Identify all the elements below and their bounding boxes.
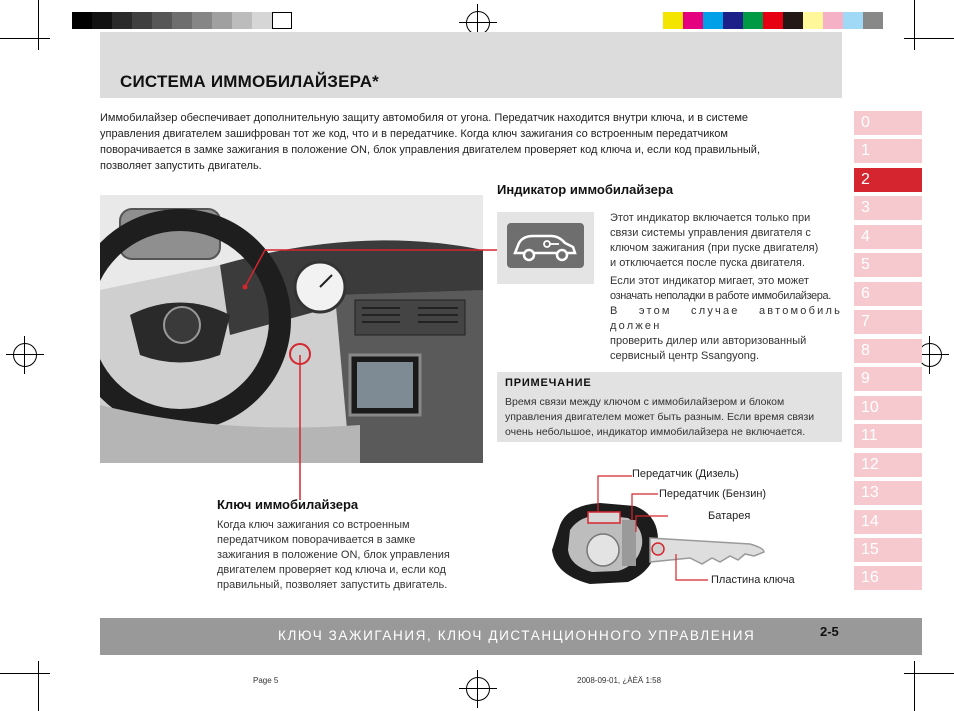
footer-title: КЛЮЧ ЗАЖИГАНИЯ, КЛЮЧ ДИСТАНЦИОННОГО УПРАВЛЕНИЯ [278,628,756,643]
chapter-tab[interactable]: 14 [854,510,922,534]
print-page-label: Page 5 [253,676,279,685]
page-number: 2-5 [820,624,839,639]
chapter-tab[interactable]: 4 [854,225,922,249]
chapter-tab[interactable]: 13 [854,481,922,505]
key-heading: Ключ иммобилайзера [217,497,359,512]
intro-line: позволяет запустить двигатель. [100,160,262,172]
chapter-tab[interactable]: 12 [854,453,922,477]
key-text: Когда ключ зажигания со встроенным передатчиком поворачивается в замке зажигания в положение ON, блок управления двигателем проверяет код ключа и, если код правильный, позволяет запустить двигатель. [217,519,450,591]
indicator-heading: Индикатор иммобилайзера [497,182,674,197]
label-petrol-transmitter: Передатчик (Бензин) [659,488,767,500]
intro-line: управления двигателем зашифрован тот же код, что и в передатчике. Когда ключ зажигания со встроенным передатчиком [100,128,728,140]
chapter-tab[interactable]: 1 [854,139,922,163]
chapter-tab-active[interactable]: 2 [854,168,922,192]
chapter-tab[interactable]: 16 [854,566,922,590]
chapter-tab[interactable]: 9 [854,367,922,391]
label-key-blade: Пластина ключа [711,574,795,586]
chapter-tab[interactable]: 5 [854,253,922,277]
chapter-tab[interactable]: 8 [854,339,922,363]
note-title: ПРИМЕЧАНИЕ [505,377,592,389]
chapter-tab[interactable]: 15 [854,538,922,562]
print-timestamp: 2008-09-01, ¿ÀÈÄ 1:58 [577,676,662,685]
label-battery: Батарея [708,510,751,522]
label-diesel-transmitter: Передатчик (Дизель) [632,468,739,480]
indicator-text-1: Этот индикатор включается только при связи системы управления двигателя с ключом зажигания (при пуске двигателя) и отключается после пуска двигателя. [610,212,819,269]
intro-line: поворачивается в замке зажигания в положение ON, блок управления двигателем проверяет код ключа и, если код правильный, [100,144,760,156]
car-key-indicator-icon [507,223,584,268]
intro-line: Иммобилайзер обеспечивает дополнительную защиту автомобиля от угона. Передатчик находится внутри ключа, и в системе [100,112,749,124]
chapter-tab[interactable]: 3 [854,196,922,220]
chapter-tab[interactable]: 10 [854,396,922,420]
chapter-tab[interactable]: 6 [854,282,922,306]
note-text: Время связи между ключом с иммобилайзером и блоком управления двигателем может быть разным. Если время связи очень небольшое, индикатор иммобилайзера не включается. [505,396,815,438]
chapter-tab[interactable]: 7 [854,310,922,334]
indicator-text-2: Если этот индикатор мигает, это может означать неполадки в работе иммобилайзера. В этом случае автомобиль должен проверить дилер или авторизованный сервисный центр Ssangyong. [610,275,842,362]
page-title: СИСТЕМА ИММОБИЛАЙЗЕРА* [120,72,379,91]
chapter-tab[interactable]: 0 [854,111,922,135]
chapter-tab[interactable]: 11 [854,424,922,448]
